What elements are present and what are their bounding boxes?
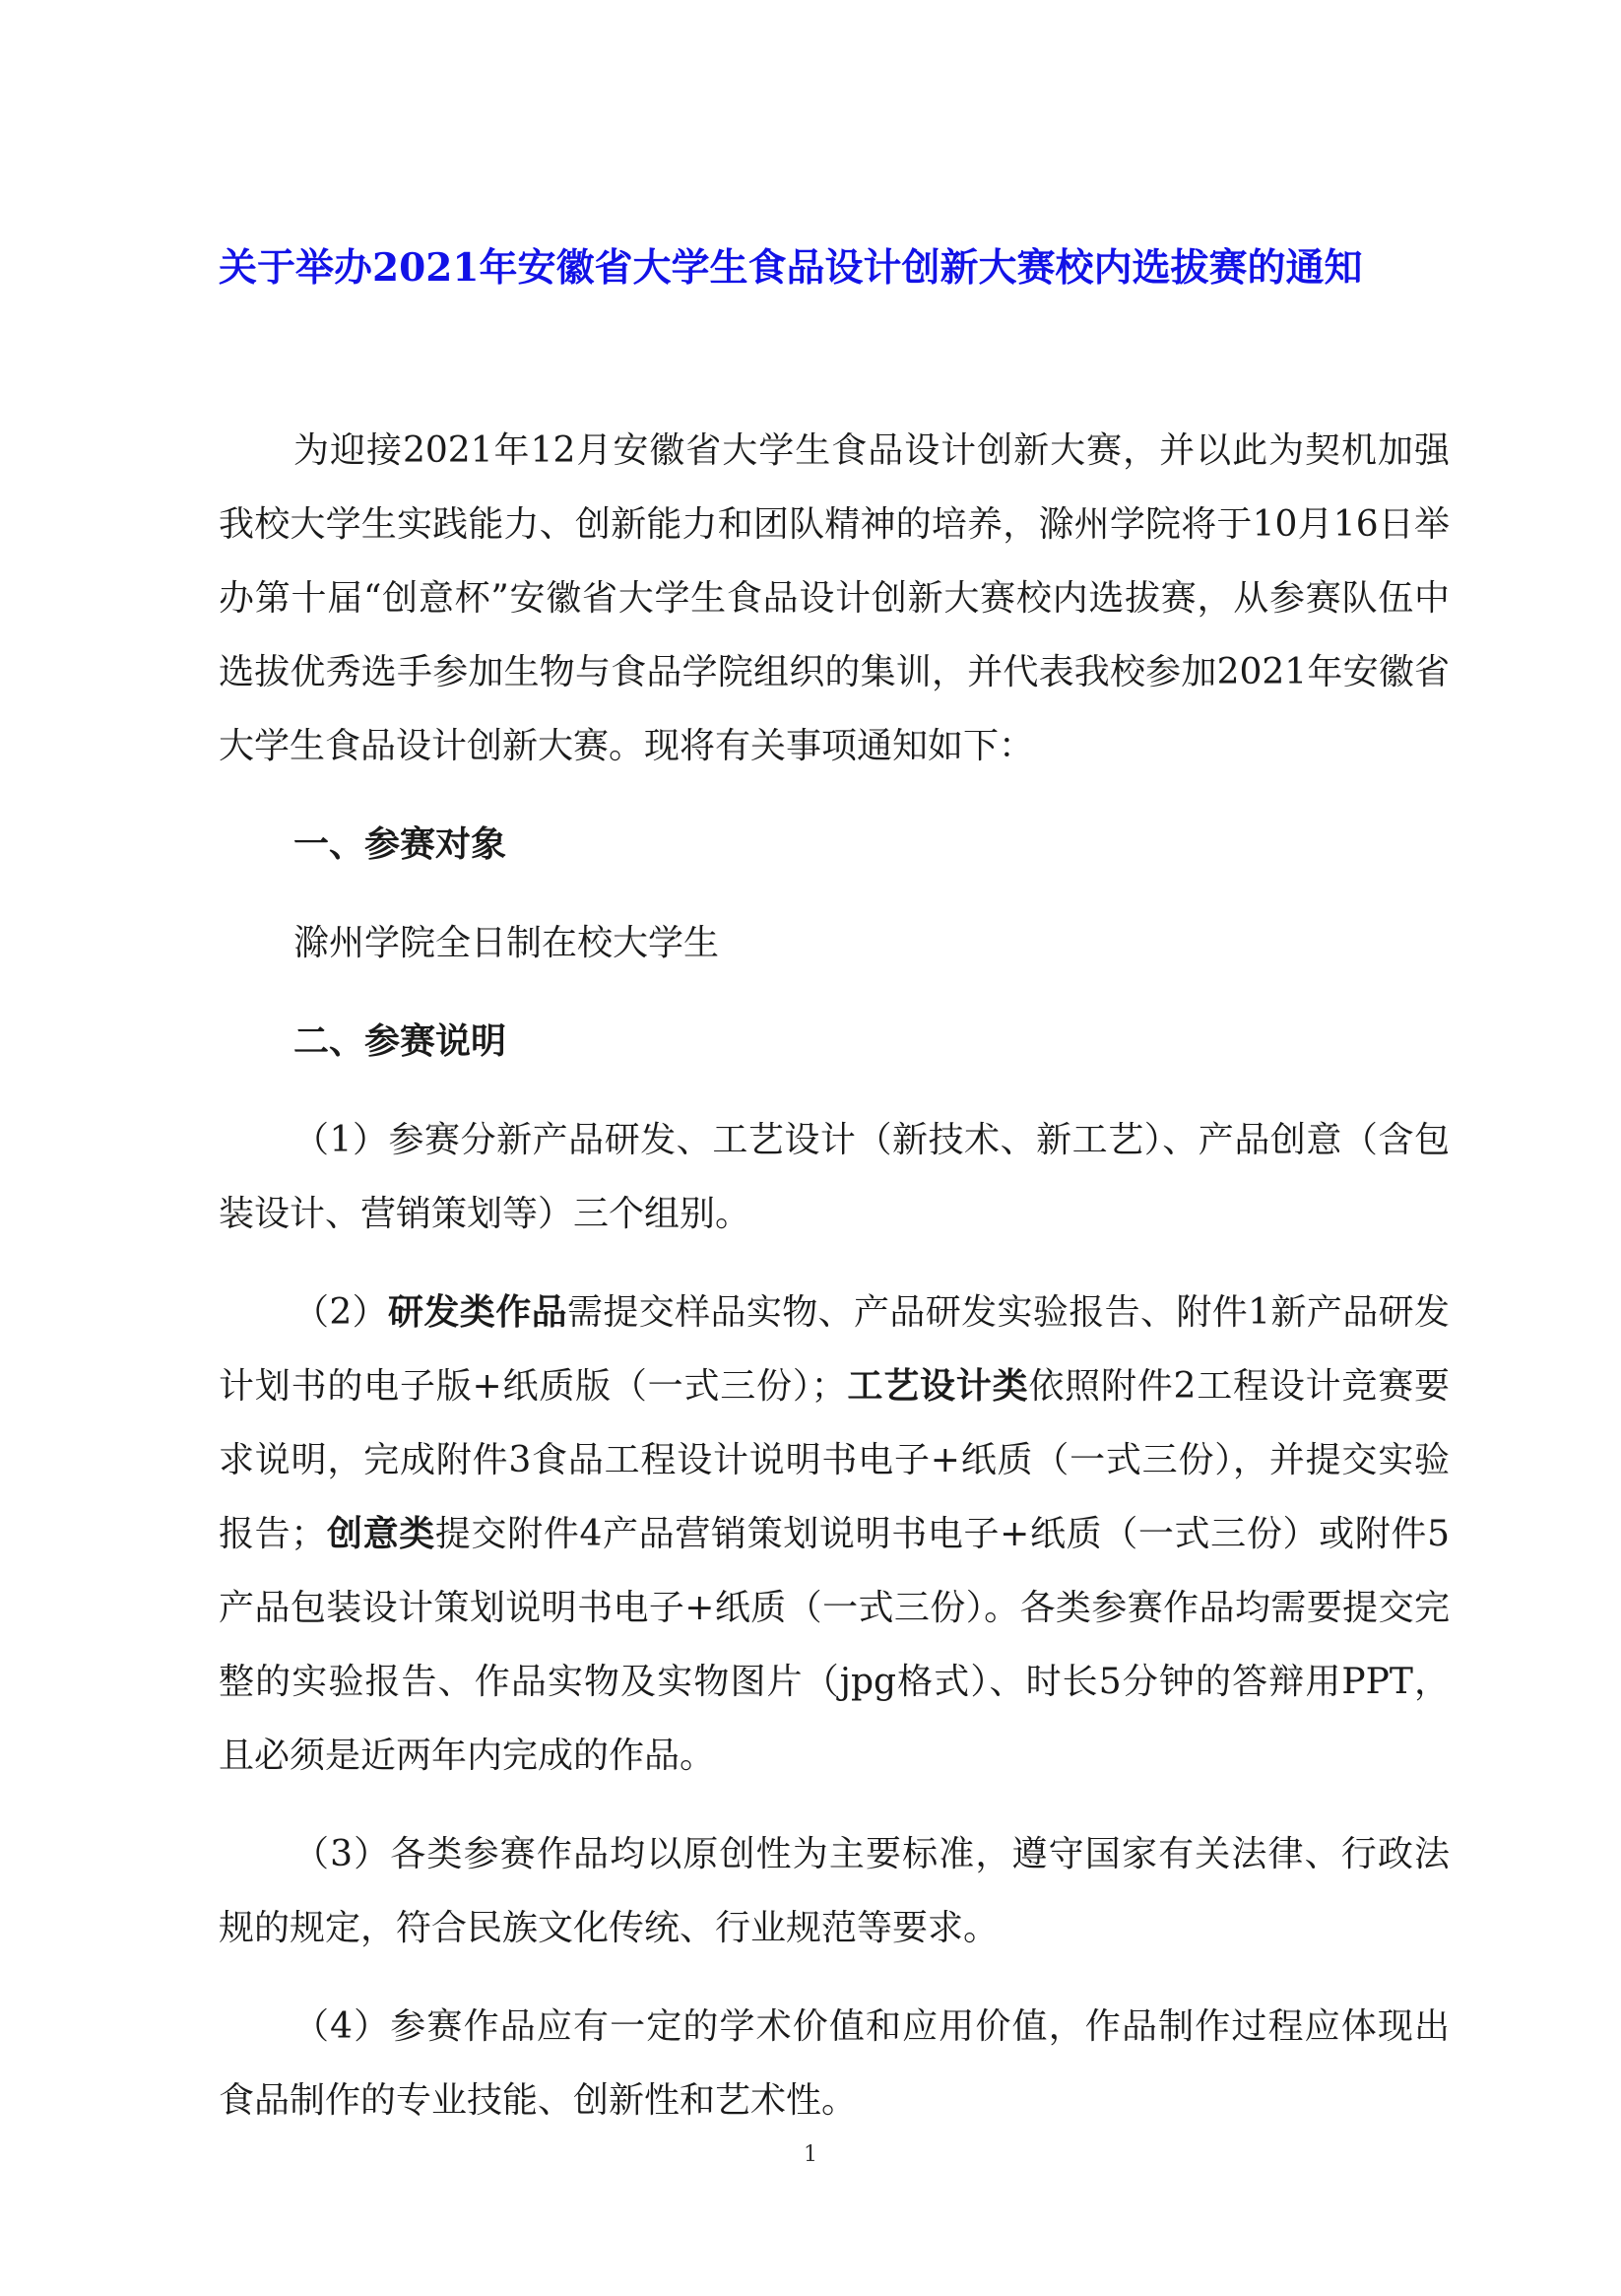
instruction-item-1: （1）参赛分新产品研发、工艺设计（新技术、新工艺）、产品创意（含包装设计、营销策划等）三个组别。 [219,1120,1450,1234]
instruction-item-2 [219,1276,1450,1793]
section-heading-participants: 一、参赛对象 [293,823,507,865]
page-number: 1 [804,2142,817,2167]
item2-text-rd: 需提交样品实物、产品研发实验报告、附件1新产品研发计划书的电子版+纸质版（一式三份）； [219,1292,1450,1407]
item2-label-creative: 创意类 [326,1513,435,1554]
item2-text-creative: 提交附件4产品营销策划说明书电子+纸质（一式三份）或附件5产品包装设计策划说明书电子+纸质（一式三份）。各类参赛作品均需要提交完整的实验报告、作品实物及实物图片（jpg格式）、时长5分钟的答辩用PPT，且必须是近两年内完成的作品。 [219,1514,1450,1776]
item2-text-process: 依照附件2工程设计竞赛要求说明，完成附件3食品工程设计说明书电子+纸质（一式三份），并提交实验报告； [219,1366,1450,1554]
item2-label-rd: 研发类作品 [388,1291,567,1333]
document-body [219,414,1450,2137]
section-heading-instructions: 二、参赛说明 [293,1020,507,1062]
document-title: 关于举办2021年安徽省大学生食品设计创新大赛校内选拔赛的通知 [219,245,1363,291]
item2-prefix: （2） [293,1292,389,1333]
participants-content: 滁州学院全日制在校大学生 [293,923,720,963]
item2-label-process: 工艺设计类 [846,1365,1029,1407]
intro-paragraph: 为迎接2021年12月安徽省大学生食品设计创新大赛，并以此为契机加强我校大学生实践能力、创新能力和团队精神的培养，滁州学院将于10月16日举办第十届“创意杯”安徽省大学生食品设计创新大赛校内选拔赛，从参赛队伍中选拔优秀选手参加生物与食品学院组织的集训，并代表我校参加2021年安徽省大学生食品设计创新大赛。现将有关事项通知如下： [219,430,1450,766]
instruction-item-4: （4）参赛作品应有一定的学术价值和应用价值，作品制作过程应体现出食品制作的专业技能、创新性和艺术性。 [219,2006,1450,2121]
instruction-item-3: （3）各类参赛作品均以原创性为主要标准，遵守国家有关法律、行政法规的规定，符合民族文化传统、行业规范等要求。 [219,1834,1450,1948]
